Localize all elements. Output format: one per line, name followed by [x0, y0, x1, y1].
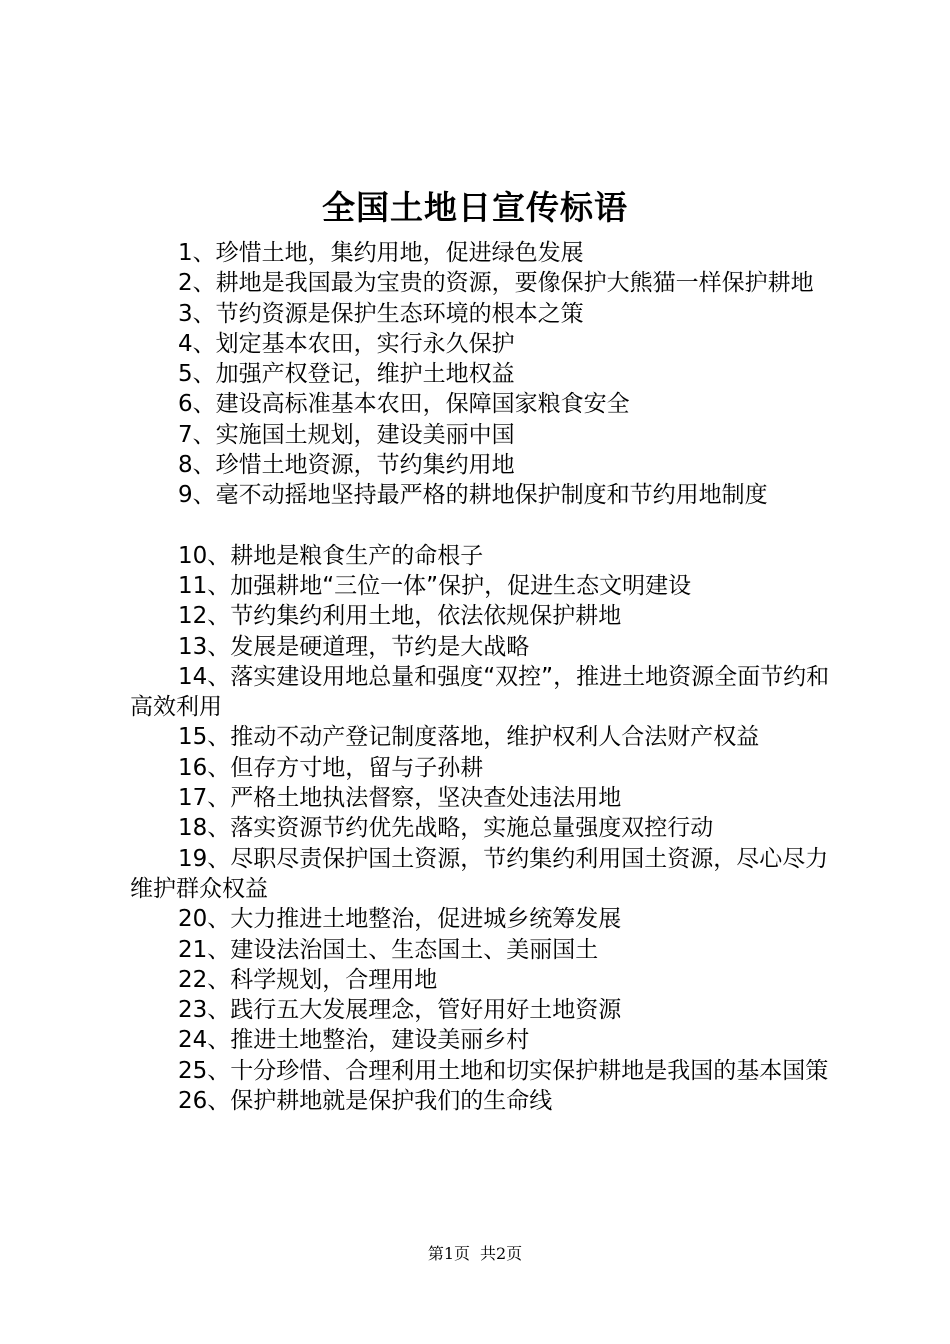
slogan-item: 6、建设高标准基本农田，保障国家粮食安全 [178, 391, 630, 418]
slogan-item: 9、毫不动摇地坚持最严格的耕地保护制度和节约用地制度 [178, 482, 768, 509]
slogan-item: 15、推动不动产登记制度落地，维护权利人合法财产权益 [178, 724, 760, 751]
slogan-item: 7、实施国土规划，建设美丽中国 [178, 421, 515, 448]
page-footer [0, 1244, 950, 1264]
slogan-item: 11、加强耕地“三位一体”保护，促进生态文明建设 [178, 572, 692, 599]
slogan-item: 20、大力推进土地整治，促进城乡统筹发展 [178, 906, 622, 933]
slogan-item: 10、耕地是粮食生产的命根子 [178, 542, 484, 569]
slogan-item: 3、节约资源是保护生态环境的根本之策 [178, 300, 584, 327]
slogan-item: 8、珍惜土地资源，节约集约用地 [178, 452, 515, 479]
slogan-item: 4、划定基本农田，实行永久保护 [178, 330, 515, 357]
slogan-item: 2、耕地是我国最为宝贵的资源，要像保护大熊猫一样保护耕地 [178, 270, 814, 297]
slogan-item: 26、保护耕地就是保护我们的生命线 [178, 1088, 553, 1115]
slogan-item: 13、发展是硬道理，节约是大战略 [178, 633, 530, 660]
page-number: 第1页 [427, 1244, 470, 1263]
slogan-item: 22、科学规划，合理用地 [178, 966, 438, 993]
slogan-item: 21、建设法治国土、生态国土、美丽国土 [178, 936, 599, 963]
slogan-item: 19、尽职尽责保护国土资源，节约集约利用国土资源，尽心尽力维护群众权益 [130, 845, 829, 902]
slogan-item: 14、落实建设用地总量和强度“双控”，推进土地资源全面节约和高效利用 [130, 663, 830, 721]
document-title: 全国土地日宣传标语 [322, 188, 628, 227]
slogan-item: 12、节约集约利用土地，依法依规保护耕地 [178, 603, 622, 630]
slogan-item: 1、珍惜土地，集约用地，促进绿色发展 [178, 240, 584, 266]
slogan-list [130, 238, 836, 1116]
slogan-item: 17、严格土地执法督察，坚决查处违法用地 [178, 785, 622, 812]
slogan-item: 18、落实资源节约优先战略，实施总量强度双控行动 [178, 815, 714, 842]
slogan-item: 23、践行五大发展理念，管好用好土地资源 [178, 997, 622, 1024]
slogan-item: 24、推进土地整治，建设美丽乡村 [178, 1027, 530, 1054]
slogan-item: 25、十分珍惜、合理利用土地和切实保护耕地是我国的基本国策 [178, 1057, 829, 1084]
page-total: 共2页 [480, 1244, 523, 1263]
slogan-item: 16、但存方寸地，留与子孙耕 [178, 754, 484, 781]
slogan-item: 5、加强产权登记，维护土地权益 [178, 361, 515, 388]
